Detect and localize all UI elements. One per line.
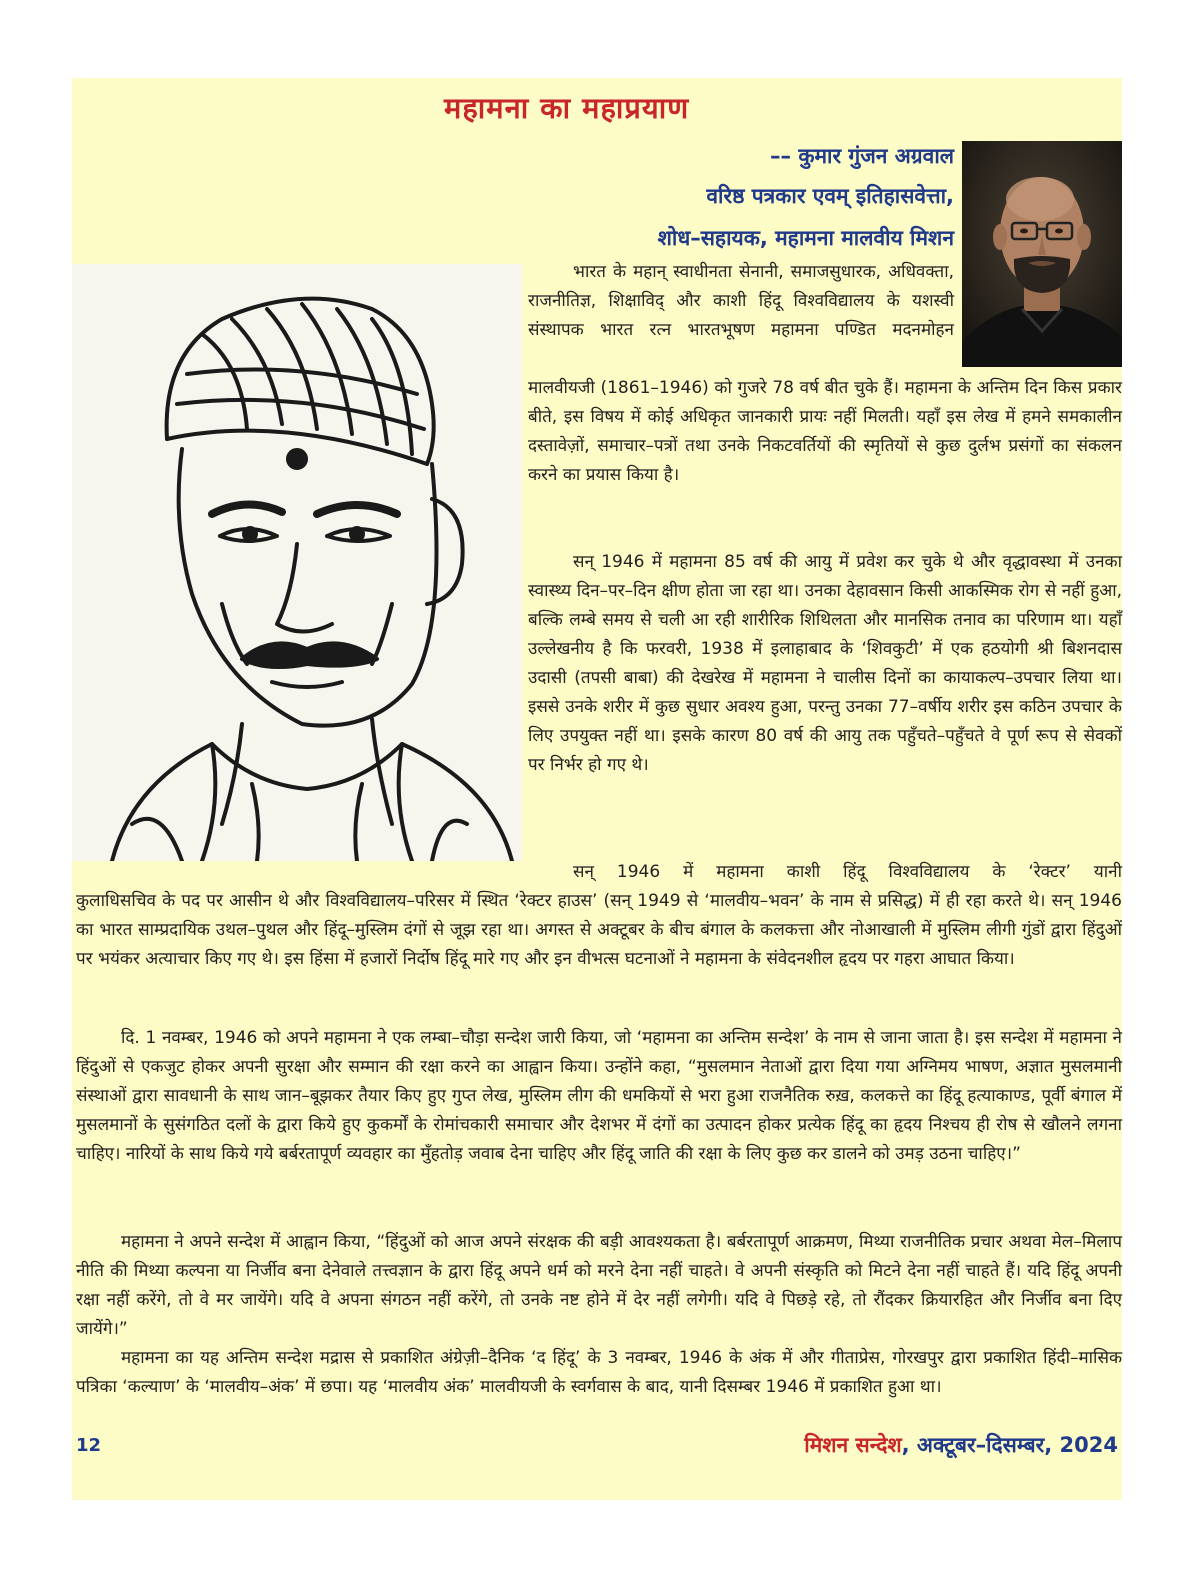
magazine-issue: , अक्टूबर–दिसम्बर, 2024: [901, 1433, 1118, 1457]
magazine-name: मिशन सन्देश: [804, 1433, 902, 1457]
malaviya-sketch-image: [72, 264, 522, 861]
author-photo: [962, 141, 1122, 367]
paragraph-health: सन् 1946 में महामना 85 वर्ष की आयु में प्रवेश कर चुके थे और वृद्धावस्था में उनका स्वास्थ्य दिन–पर–दिन क्षीण होता जा रहा था। उनका देहावसान किसी आकस्मिक रोग से नहीं हुआ, बल्कि लम्बे समय से चली आ रही शारीरिक शिथिलता और मानसिक तनाव का परिणाम था। यहाँ उल्लेखनीय है कि फरवरी, 1938 में इलाहाबाद के ‘शिवकुटी’ में एक हठयोगी श्री बिशनदास उदासी (तपसी बाबा) की देखरेख में महामना ने चालीस दिनों का कायाकल्प–उपचार लिया था। इससे उनके शरीर में कुछ सुधार अवश्य हुआ, परन्तु उनका 77–वर्षीय शरीर इस कठिन उपचार के लिए उपयुक्त नहीं था। इसके कारण 80 वर्ष की आयु तक पहुँचते–पहुँचते वे पूर्ण रूप से सेवकों पर निर्भर हो गए थे।: [528, 552, 1122, 775]
author-role-1: वरिष्ठ पत्रकार एवम् इतिहासवेत्ता,: [706, 184, 954, 208]
paragraph-appeal: महामना ने अपने सन्देश में आह्वान किया, “हिंदुओं को आज अपने संरक्षक की बड़ी आवश्यकता है। बर्बरतापूर्ण आक्रमण, मिथ्या राजनीतिक प्रचार अथवा मेल–मिलाप नीति की मिथ्या कल्पना या निर्जीव बना देनेवाले तत्त्वज्ञान के द्वारा हिंदू अपने धर्म को मरने देना नहीं चाहते। वे अपनी संस्कृति को मिटने देना नहीं चाहते हैं। यदि हिंदू अपनी रक्षा नहीं करेंगे, तो वे मर जायेंगे। यदि वे अपना संगठन नहीं करेंगे, तो उनके नष्ट होने में देर नहीं लगेगी। यदि वे पिछड़े रहे, तो रौंदकर क्रियारहित और निर्जीव बना दिए जायेंगे।”: [76, 1232, 1122, 1339]
paragraph-final-message: दि. 1 नवम्बर, 1946 को अपने महामना ने एक लम्बा–चौड़ा सन्देश जारी किया, जो ‘महामना का अन्तिम सन्देश’ के नाम से जाना जाता है। इस सन्देश में महामना ने हिंदुओं से एकजुट होकर अपनी सुरक्षा और सम्मान की रक्षा करने का आह्वान किया। उन्होंने कहा, “मुसलमान नेताओं द्वारा दिया गया अग्निमय भाषण, अज्ञात मुसलमानी संस्थाओं द्वारा सावधानी के साथ जान–बूझकर तैयार किए हुए गुप्त लेख, मुस्लिम लीग की धमकियों से भरा हुआ राजनैतिक रुख़, कलकत्ते का हिंदू हत्याकाण्ड, पूर्वी बंगाल में मुसलमानों के सुसंगठित दलों के द्वारा किये हुए कुकर्मों के रोमांचकारी समाचार और देशभर में दंगों का उत्पादन होकर प्रत्येक हिंदू का हृदय निश्चय ही रोष से खौलने लगना चाहिए। नारियों के साथ किये गये बर्बरतापूर्ण व्यवहार का मुँहतोड़ जवाब देना चाहिए और हिंदू जाति की रक्षा के लिए कुछ कर डालने को उमड़ उठना चाहिए।”: [76, 1028, 1122, 1164]
paragraph-rector-part2: कुलाधिसचिव के पद पर आसीन थे और विश्वविद्यालय–परिसर में स्थित ‘रेक्टर हाउस’ (सन् 1949 से ‘मालवीय–भवन’ के नाम से प्रसिद्ध) में ही रहा करते थे। सन् 1946 का भारत साम्प्रदायिक उथल–पुथल और हिंदू–मुस्लिम दंगों से जूझ रहा था। अगस्त से अक्टूबर के बीच बंगाल के कलकत्ता और नोआखाली में मुस्लिम लीगी गुंडों द्वारा हिंदुओं पर भयंकर अत्याचार किए गए थे। इस हिंसा में हजारों निर्दोष हिंदू मारे गए और इन वीभत्स घटनाओं ने महामना के संवेदनशील हृदय पर गहरा आघात किया।: [76, 891, 1122, 969]
malaviya-line-drawing: [72, 264, 522, 861]
author-name: –– कुमार गुंजन अग्रवाल: [770, 144, 954, 168]
paragraph-intro-part1: भारत के महान् स्वाधीनता सेनानी, समाजसुधारक, अधिवक्ता, राजनीतिज्ञ, शिक्षाविद् और काशी हिंदू विश्वविद्यालय के यशस्वी संस्थापक भारत रत्न भारतभूषण महामना पण्डित मदनमोहन: [528, 262, 954, 340]
paragraph-publication: महामना का यह अन्तिम सन्देश मद्रास से प्रकाशित अंग्रेज़ी–दैनिक ‘द हिंदू’ के 3 नवम्बर, 1946 के अंक में और गीताप्रेस, गोरखपुर द्वारा प्रकाशित हिंदी–मासिक पत्रिका ‘कल्याण’ के ‘मालवीय–अंक’ में छपा। यह ‘मालवीय अंक’ मालवीयजी के स्वर्गवास के बाद, यानी दिसम्बर 1946 में प्रकाशित हुआ था।: [76, 1348, 1122, 1397]
magazine-page: [72, 78, 1122, 1500]
paragraph-intro-part2: मालवीयजी (1861–1946) को गुजरे 78 वर्ष बीत चुके हैं। महामना के अन्तिम दिन किस प्रकार बीते, इस विषय में कोई अधिकृत जानकारी प्रायः नहीं मिलती। यहाँ इस लेख में हमने समकालीन दस्तावेज़ों, समाचार–पत्रों तथा उनके निकटवर्तियों की स्मृतियों से कुछ दुर्लभ प्रसंगों का संकलन करने का प्रयास किया है।: [528, 378, 1122, 485]
author-portrait-illustration: [962, 141, 1122, 367]
article-title: महामना का महाप्रयाण: [444, 91, 690, 125]
page-number: 12: [76, 1435, 102, 1456]
magazine-footer: [804, 1431, 1118, 1459]
author-role-2: शोध–सहायक, महामना मालवीय मिशन: [657, 226, 954, 250]
paragraph-rector-part1: सन् 1946 में महामना काशी हिंदू विश्वविद्यालय के ‘रेक्टर’ यानी: [573, 862, 1122, 882]
